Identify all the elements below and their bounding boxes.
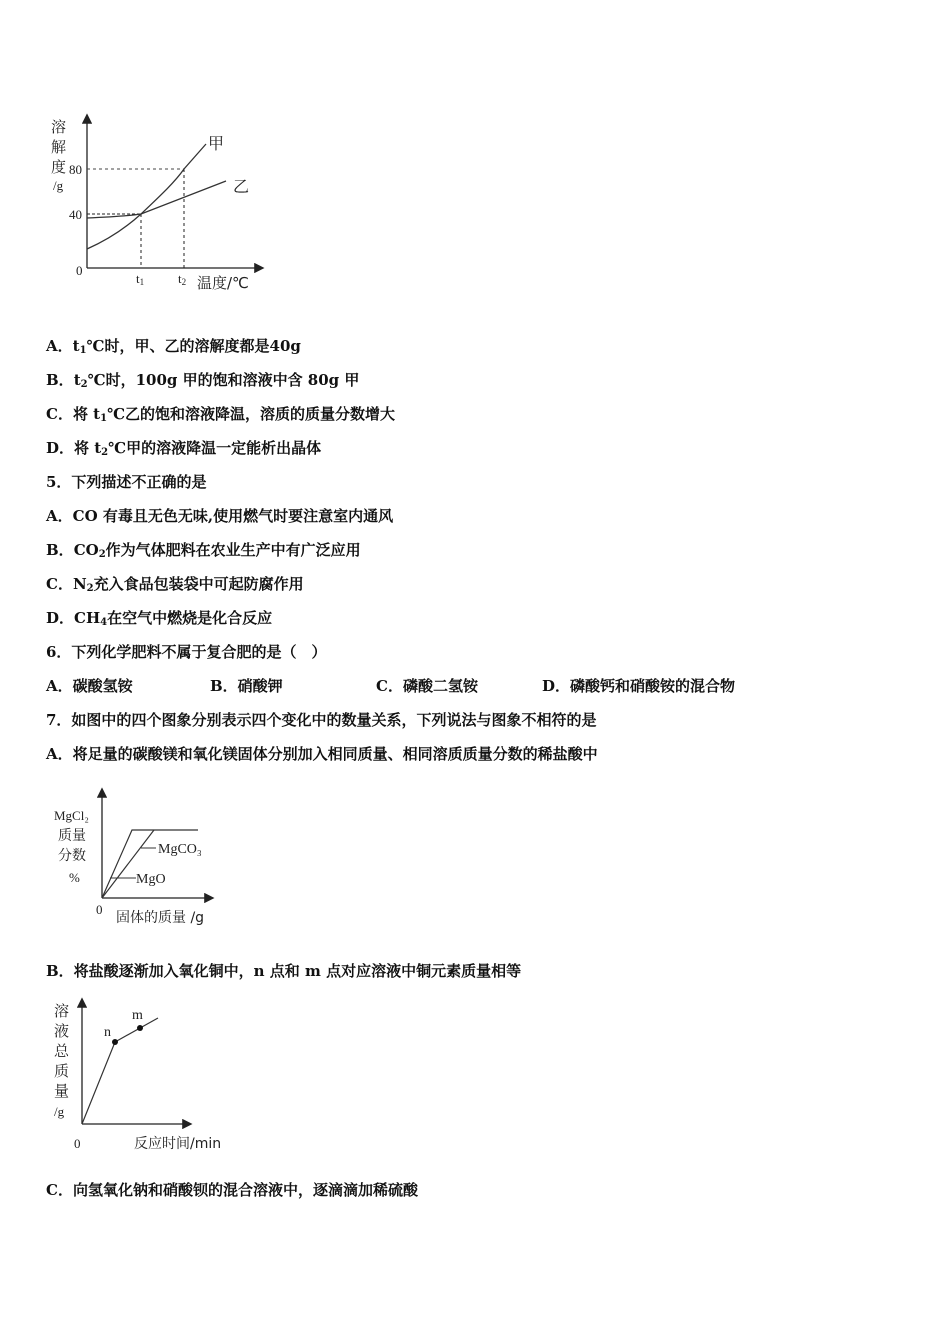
y-label-char: 溶 [51,118,67,136]
series-label-mgco3: MgCO₃ [158,842,202,857]
y-tick-80: 80 [69,162,82,177]
series-label-mgo: MgO [136,872,166,887]
option-sub: 2 [98,549,106,560]
y-label-line: 质量 [58,828,86,844]
option-pre: CO 有毒且无色无味,使用燃气时要注意室内通风 [72,507,394,525]
y-label-char: 量 [54,1082,70,1100]
origin-label: 0 [96,902,103,917]
q4-option-a [46,336,301,361]
y-label-char: 液 [54,1022,70,1040]
y-label-line: 分数 [58,848,86,864]
q6-option-c: C．磷酸二氢铵 [376,677,478,695]
option-sub: 4 [100,617,108,628]
y-tick-40: 40 [69,207,82,222]
q4-option-c [46,404,395,429]
y-label-line: MgCl₂ [54,808,89,823]
curve-jia [87,144,206,249]
option-sub: 2 [86,583,94,594]
q7-option-a: A．将足量的碳酸镁和氧化镁固体分别加入相同质量、相同溶质质量分数的稀盐酸中 [46,745,598,763]
y-unit: /g [53,178,64,193]
x-axis-label: 温度/℃ [197,274,249,292]
option-sub: 2 [101,447,109,458]
y-label-char: 总 [54,1042,70,1060]
option-post: ℃甲的溶液降温一定能析出晶体 [108,439,322,457]
option-post: ℃时，甲、乙的溶解度都是40g [86,337,301,355]
option-letter: B． [46,541,74,559]
option-sub: 1 [100,413,108,424]
option-pre: CH [74,609,101,627]
q7-option-b: B．将盐酸逐渐加入氧化铜中，n 点和 m 点对应溶液中铜元素质量相等 [46,962,522,980]
point-label-m: m [132,1008,143,1023]
q7-stem: 7．如图中的四个图象分别表示四个变化中的数量关系，下列说法与图象不相符的是 [46,711,597,729]
q7-option-c: C．向氢氧化钠和硝酸钡的混合溶液中，逐滴滴加稀硫酸 [46,1181,418,1199]
q4-option-b [46,370,359,395]
option-post: ℃乙的饱和溶液降温，溶质的质量分数增大 [107,405,396,423]
y-label-char: 质 [54,1062,70,1080]
x-tick-t1: t1 [136,271,145,287]
y-label-char: /g [54,1104,65,1119]
x-tick-t2: t2 [178,271,187,287]
origin-label: 0 [76,263,83,278]
option-post: 作为气体肥料在农业生产中有广泛应用 [105,541,361,559]
option-pre: t [72,337,80,355]
q6-option-b: B．硝酸钾 [210,677,283,695]
option-pre: N [72,575,87,593]
option-letter: D． [46,609,75,627]
series-label-yi: 乙 [233,177,250,196]
q4-option-d [46,438,321,463]
option-letter: D． [46,439,75,457]
y-label-char: 度 [51,158,67,176]
y-label-line: % [69,870,80,885]
option-letter: C． [46,575,73,593]
point-m [137,1025,143,1031]
line-mass [82,1018,158,1124]
solubility-chart [40,108,280,298]
option-pre: t [73,371,81,389]
q6-stem: 6．下列化学肥料不属于复合肥的是（ ） [46,643,327,661]
q5-option-a [46,506,393,526]
option-letter: B． [46,371,74,389]
series-label-jia: 甲 [208,134,225,153]
q6-option-d: D．磷酸钙和硝酸铵的混合物 [542,677,736,695]
option-sub: 1 [79,345,87,356]
q5-option-c [46,574,304,599]
q5-stem: 5．下列描述不正确的是 [46,473,207,491]
q6-option-a: A．碳酸氢铵 [46,677,133,695]
q5-option-b [46,540,361,565]
x-axis-label: 固体的质量 /g [116,910,205,926]
option-post: ℃时，100g 甲的饱和溶液中含 80g 甲 [87,371,360,389]
q5-option-d [46,608,272,633]
mgcl2-chart [48,786,228,928]
line-mgo [102,830,198,898]
solution-mass-chart [46,996,246,1156]
option-letter: C． [46,405,73,423]
option-post: 充入食品包装袋中可起防腐作用 [93,575,304,593]
option-post: 在空气中燃烧是化合反应 [107,609,273,627]
x-axis-label: 反应时间/min [134,1136,222,1152]
point-label-n: n [104,1025,111,1040]
option-letter: A． [46,337,73,355]
y-label-char: 解 [51,138,67,156]
option-pre: 将 t [74,439,102,457]
option-sub: 2 [80,379,88,390]
option-pre: CO [73,541,99,559]
origin-label: 0 [74,1136,81,1151]
y-label-char: 溶 [54,1002,70,1020]
option-pre: 将 t [72,405,101,423]
point-n [112,1039,118,1045]
option-letter: A． [46,507,73,525]
